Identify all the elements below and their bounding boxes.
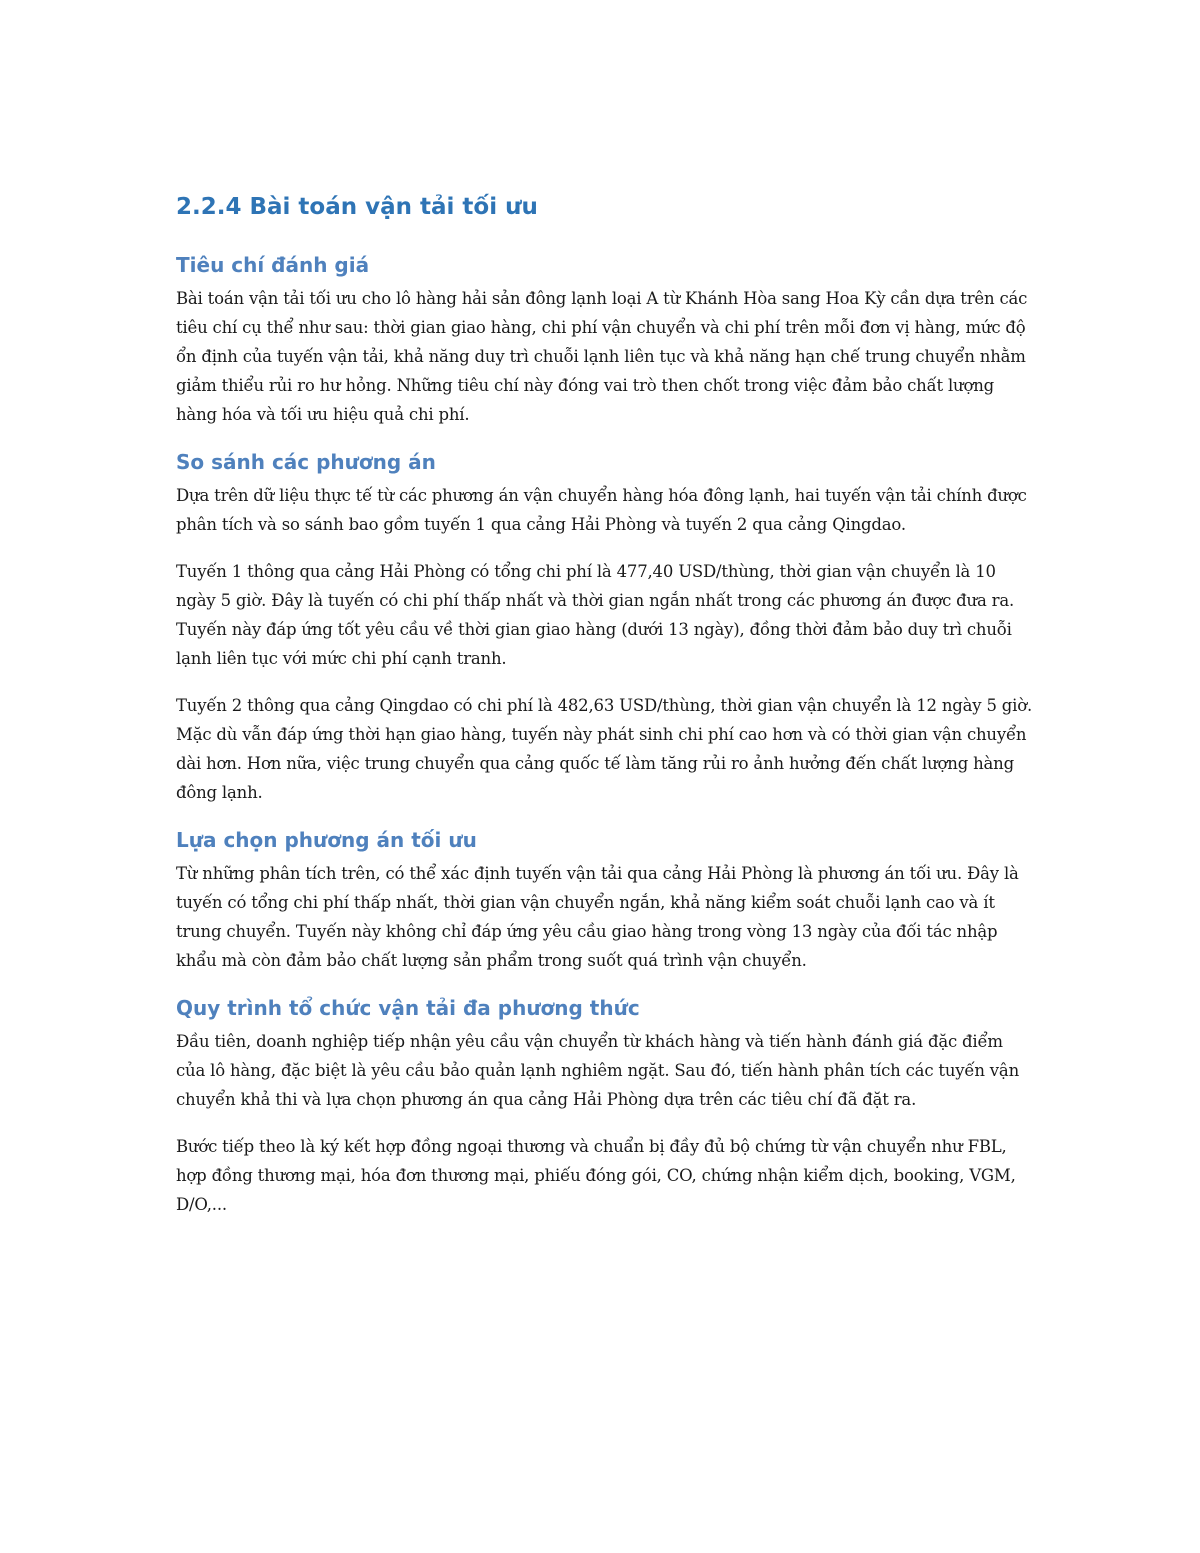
- heading-criteria: Tiêu chí đánh giá: [176, 253, 370, 277]
- paragraph: Bài toán vận tải tối ưu cho lô hàng hải sản đông lạnh loại A từ Khánh Hòa sang Hoa Kỳ cần dựa trên các tiêu chí cụ thể như sau: thời gian giao hàng, chi phí vận chuyển và chi phí trên mỗi đơn vị hàng, mức độ ổn định của tuyến vận tải, khả năng duy trì chuỗi lạnh liên tục và khả năng hạn chế trung chuyển nhằm giảm thiểu rủi ro hư hỏng. Những tiêu chí này đóng vai trò then chốt trong việc đảm bảo chất lượng hàng hóa và tối ưu hiệu quả chi phí.: [176, 289, 1028, 424]
- section-criteria: [176, 250, 1036, 429]
- paragraph: Đầu tiên, doanh nghiệp tiếp nhận yêu cầu vận chuyển từ khách hàng và tiến hành đánh giá đặc điểm của lô hàng, đặc biệt là yêu cầu bảo quản lạnh nghiêm ngặt. Sau đó, tiến hành phân tích các tuyến vận chuyển khả thi và lựa chọn phương án qua cảng Hải Phòng dựa trên các tiêu chí đã đặt ra.: [176, 1032, 1019, 1109]
- paragraph: Tuyến 2 thông qua cảng Qingdao có chi phí là 482,63 USD/thùng, thời gian vận chuyển là 12 ngày 5 giờ. Mặc dù vẫn đáp ứng thời hạn giao hàng, tuyến này phát sinh chi phí cao hơn và có thời gian vận chuyển dài hơn. Hơn nữa, việc trung chuyển qua cảng quốc tế làm tăng rủi ro ảnh hưởng đến chất lượng hàng đông lạnh.: [176, 696, 1033, 802]
- paragraph: Tuyến 1 thông qua cảng Hải Phòng có tổng chi phí là 477,40 USD/thùng, thời gian vận chuyển là 10 ngày 5 giờ. Đây là tuyến có chi phí thấp nhất và thời gian ngắn nhất trong các phương án được đưa ra. Tuyến này đáp ứng tốt yêu cầu về thời gian giao hàng (dưới 13 ngày), đồng thời đảm bảo duy trì chuỗi lạnh liên tục với mức chi phí cạnh tranh.: [176, 562, 1015, 668]
- heading-optimal-choice: Lựa chọn phương án tối ưu: [176, 828, 477, 852]
- section-optimal-choice: [176, 825, 1036, 975]
- heading-comparison: So sánh các phương án: [176, 450, 436, 474]
- paragraph: Dựa trên dữ liệu thực tế từ các phương án vận chuyển hàng hóa đông lạnh, hai tuyến vận tải chính được phân tích và so sánh bao gồm tuyến 1 qua cảng Hải Phòng và tuyến 2 qua cảng Qingdao.: [176, 486, 1027, 534]
- section-title: 2.2.4 Bài toán vận tải tối ưu: [176, 194, 538, 220]
- paragraph: Bước tiếp theo là ký kết hợp đồng ngoại thương và chuẩn bị đầy đủ bộ chứng từ vận chuyển như FBL, hợp đồng thương mại, hóa đơn thương mại, phiếu đóng gói, CO, chứng nhận kiểm dịch, booking, VGM, D/O,...: [176, 1137, 1016, 1214]
- paragraph: Từ những phân tích trên, có thể xác định tuyến vận tải qua cảng Hải Phòng là phương án tối ưu. Đây là tuyến có tổng chi phí thấp nhất, thời gian vận chuyển ngắn, khả năng kiểm soát chuỗi lạnh cao và ít trung chuyển. Tuyến này không chỉ đáp ứng yêu cầu giao hàng trong vòng 13 ngày của đối tác nhập khẩu mà còn đảm bảo chất lượng sản phẩm trong suốt quá trình vận chuyển.: [176, 864, 1019, 970]
- document-page: [176, 190, 1036, 1237]
- section-comparison: [176, 447, 1036, 807]
- section-process: [176, 993, 1036, 1219]
- heading-process: Quy trình tổ chức vận tải đa phương thức: [176, 996, 640, 1020]
